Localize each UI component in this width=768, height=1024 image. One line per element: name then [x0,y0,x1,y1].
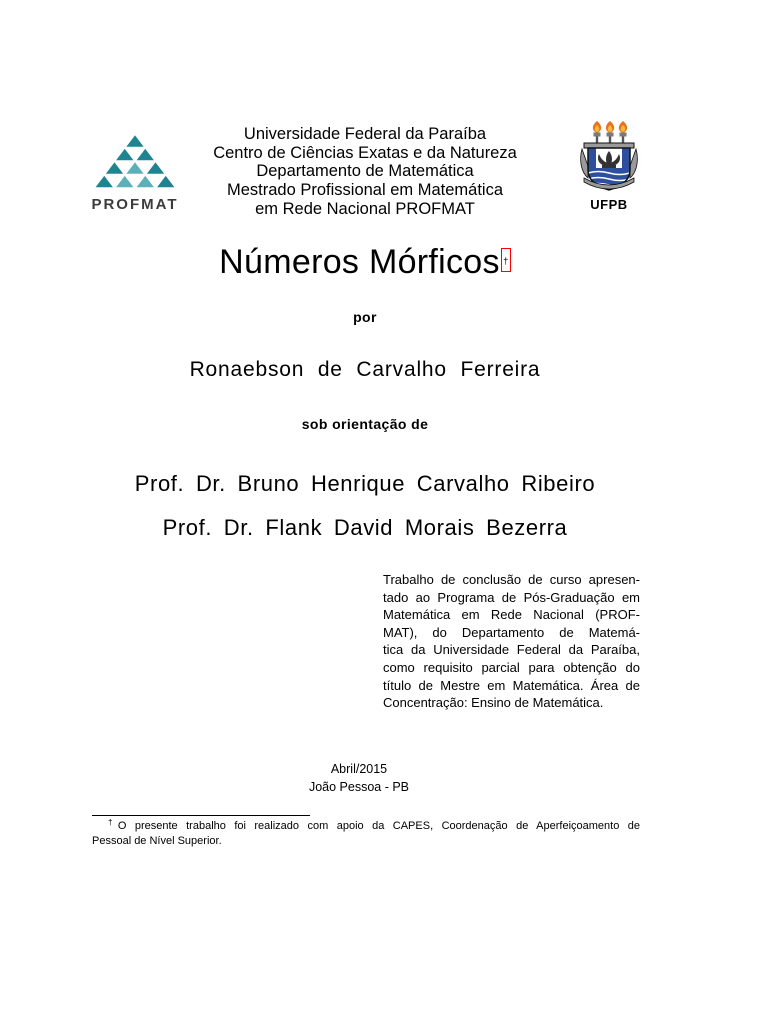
description-line: título de Mestre em Matemática. Área de [383,677,640,693]
dagger-icon: † [503,256,509,266]
description-line: tado ao Programa de Pós-Graduação em [383,589,640,605]
footnote-text: O presente trabalho foi realizado com apoio da CAPES, Coordenação de Aperfeiçoamento de [117,820,641,832]
date: Abril/2015 [330,762,388,776]
description-line: tica da Universidade Federal da Paraíba, [383,642,640,658]
footnote-line: Pessoal de Nível Superior. [92,835,222,847]
footnote-rule [92,815,310,816]
title-footnote-link[interactable] [501,248,511,272]
co-advisor-name: Prof. Dr. Flank David Morais Bezerra [162,515,568,540]
ufpb-wordmark: UFPB [590,197,628,212]
description-line: Matemática em Rede Nacional (PROF- [383,607,640,623]
description-line: MAT), do Departamento de Matemá- [383,624,640,640]
advisor-label: sob orientação de [301,416,429,432]
footnote [92,819,640,849]
author-name: Ronaebson de Carvalho Ferreira [189,358,541,381]
description-line: Concentração: Ensino de Matemática. [383,695,604,711]
ufpb-coat-of-arms-icon [578,118,640,198]
date-place-block [0,760,718,796]
place: João Pessoa - PB [308,780,410,794]
footnote-line [92,819,640,834]
header-line-program: Mestrado Profissional em Matemática [226,181,504,200]
by-label: por [353,309,377,325]
header-line-center: Centro de Ciências Exatas e da Natureza [213,143,517,162]
description-line: como requisito parcial para obtenção do [383,659,640,675]
description-line: Trabalho de conclusão de curso apresen- [383,572,640,587]
thesis-title [0,242,730,282]
header-line-university: Universidade Federal da Paraíba [243,125,487,143]
header-line-network: em Rede Nacional PROFMAT [255,199,475,218]
footnote-dagger-icon: † [108,818,118,827]
profmat-wordmark: PROFMAT [91,196,179,213]
header-line-department: Departamento de Matemática [256,162,474,181]
advisor-name: Prof. Dr. Bruno Henrique Carvalho Ribeiro [134,471,596,496]
thesis-description [383,571,640,712]
thesis-title-text: Números Mórficos [219,243,500,281]
